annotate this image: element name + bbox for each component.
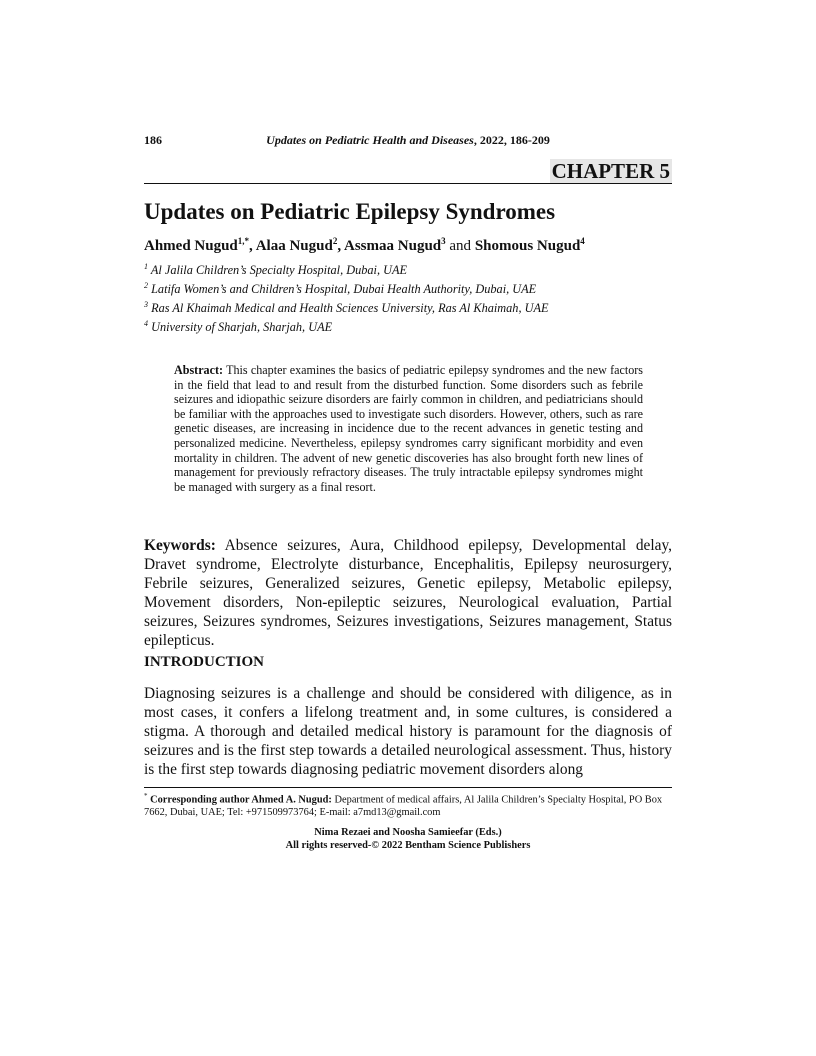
footnote-divider bbox=[144, 787, 672, 788]
editors-line: Nima Rezaei and Noosha Samieefar (Eds.) bbox=[314, 827, 502, 838]
affiliation-mark: 1 bbox=[144, 262, 148, 271]
rights-line: All rights reserved-© 2022 Bentham Science Publishers bbox=[285, 840, 531, 851]
author-separator: , bbox=[337, 238, 345, 254]
abstract-label: Abstract: bbox=[174, 363, 224, 377]
author-list bbox=[144, 236, 585, 255]
keywords-text: Absence seizures, Aura, Childhood epilepsy, Developmental delay, Dravet syndrome, Electrolyte disturbance, Encephalitis, Epilepsy neurosurgery, Febrile seizures, Generalized seizures, Genetic epilepsy, Metabolic epilepsy, Movement disorders, Non-epileptic seizures, Neurological evaluation, Partial seizures, Seizures syndromes, Seizures investigations, Seizures management, Status epilepticus. bbox=[144, 537, 673, 650]
author-affiliation-mark: 1,* bbox=[237, 236, 250, 246]
section-heading: INTRODUCTION bbox=[144, 654, 265, 670]
author-affiliation-mark: 2 bbox=[332, 236, 338, 246]
author-name: Ahmed Nugud bbox=[144, 238, 238, 254]
author-name: Shomous Nugud bbox=[474, 238, 581, 254]
author-affiliation-mark: 4 bbox=[580, 236, 585, 246]
abstract bbox=[174, 363, 643, 494]
affiliation bbox=[144, 319, 332, 335]
chapter-label: CHAPTER 5 bbox=[551, 159, 670, 183]
affiliation-mark: 3 bbox=[144, 300, 148, 309]
chapter-title: Updates on Pediatric Epilepsy Syndromes bbox=[144, 199, 556, 224]
footnote-mark: * bbox=[144, 792, 148, 800]
affiliation-text: Ras Al Khaimah Medical and Health Sciences University, Ras Al Khaimah, UAE bbox=[151, 301, 549, 316]
affiliation-text: University of Sharjah, Sharjah, UAE bbox=[151, 320, 333, 335]
publisher-footer bbox=[144, 826, 672, 852]
author-conjunction: and bbox=[445, 238, 475, 254]
footnote-text: Department of medical affairs, Al Jalila Children’s Specialty Hospital, PO Box 7662, Dubai, UAE; Tel: +971509973764; E-mail: a7md13@gmail.com bbox=[144, 794, 663, 818]
author-affiliation-mark: 3 bbox=[441, 236, 446, 246]
affiliation-mark: 4 bbox=[144, 319, 148, 328]
journal-year-pages: , 2022, 186-209 bbox=[473, 133, 550, 147]
keywords-label: Keywords: bbox=[144, 537, 216, 554]
keywords bbox=[144, 536, 672, 651]
affiliation bbox=[144, 262, 407, 278]
page-number: 186 bbox=[144, 133, 162, 147]
journal-title: Updates on Pediatric Health and Diseases bbox=[266, 133, 474, 147]
introduction-paragraph: Diagnosing seizures is a challenge and should be considered with diligence, as in most cases, it confers a lifelong treatment and, in some cultures, is considered a stigma. A thorough and detailed medical history is paramount for the diagnosis of seizures and is the first step towards a detailed neurological assessment. Thus, history is the first step towards diagnosing pediatric movement disorders along bbox=[144, 685, 672, 779]
affiliation-text: Al Jalila Children’s Specialty Hospital, Dubai, UAE bbox=[150, 263, 408, 278]
author-separator: , bbox=[249, 238, 256, 254]
footnote-label: Corresponding author Ahmed A. Nugud: bbox=[150, 794, 332, 806]
footnote bbox=[144, 790, 672, 819]
running-header bbox=[144, 133, 672, 148]
abstract-text: This chapter examines the basics of pediatric epilepsy syndromes and the new factors in the field that lead to and result from the disturbed function. Some disorders such as febrile seizures and idiopathic seizure disorders are fairly common in children, and pediatricians should be familiar with the approaches used to investigate such disorders. However, others, such as rare genetic diseases, are increasing in incidence due to the recent advances in genetic testing and personalized medicine. Nevertheless, epilepsy syndromes carry significant morbidity and even mortality in children. The advent of new genetic discoveries has also brought forth new lines of management for previously refractory diseases. The truly intractable epilepsy syndromes might be managed with surgery as a final resort. bbox=[174, 363, 643, 494]
affiliation-text: Latifa Women’s and Children’s Hospital, Dubai Health Authority, Dubai, UAE bbox=[151, 282, 537, 297]
chapter-divider bbox=[144, 183, 672, 184]
author-name: Alaa Nugud bbox=[255, 238, 333, 254]
affiliation-mark: 2 bbox=[144, 281, 148, 290]
affiliation bbox=[144, 281, 536, 297]
affiliation bbox=[144, 300, 549, 316]
author-name: Assmaa Nugud bbox=[344, 238, 442, 254]
